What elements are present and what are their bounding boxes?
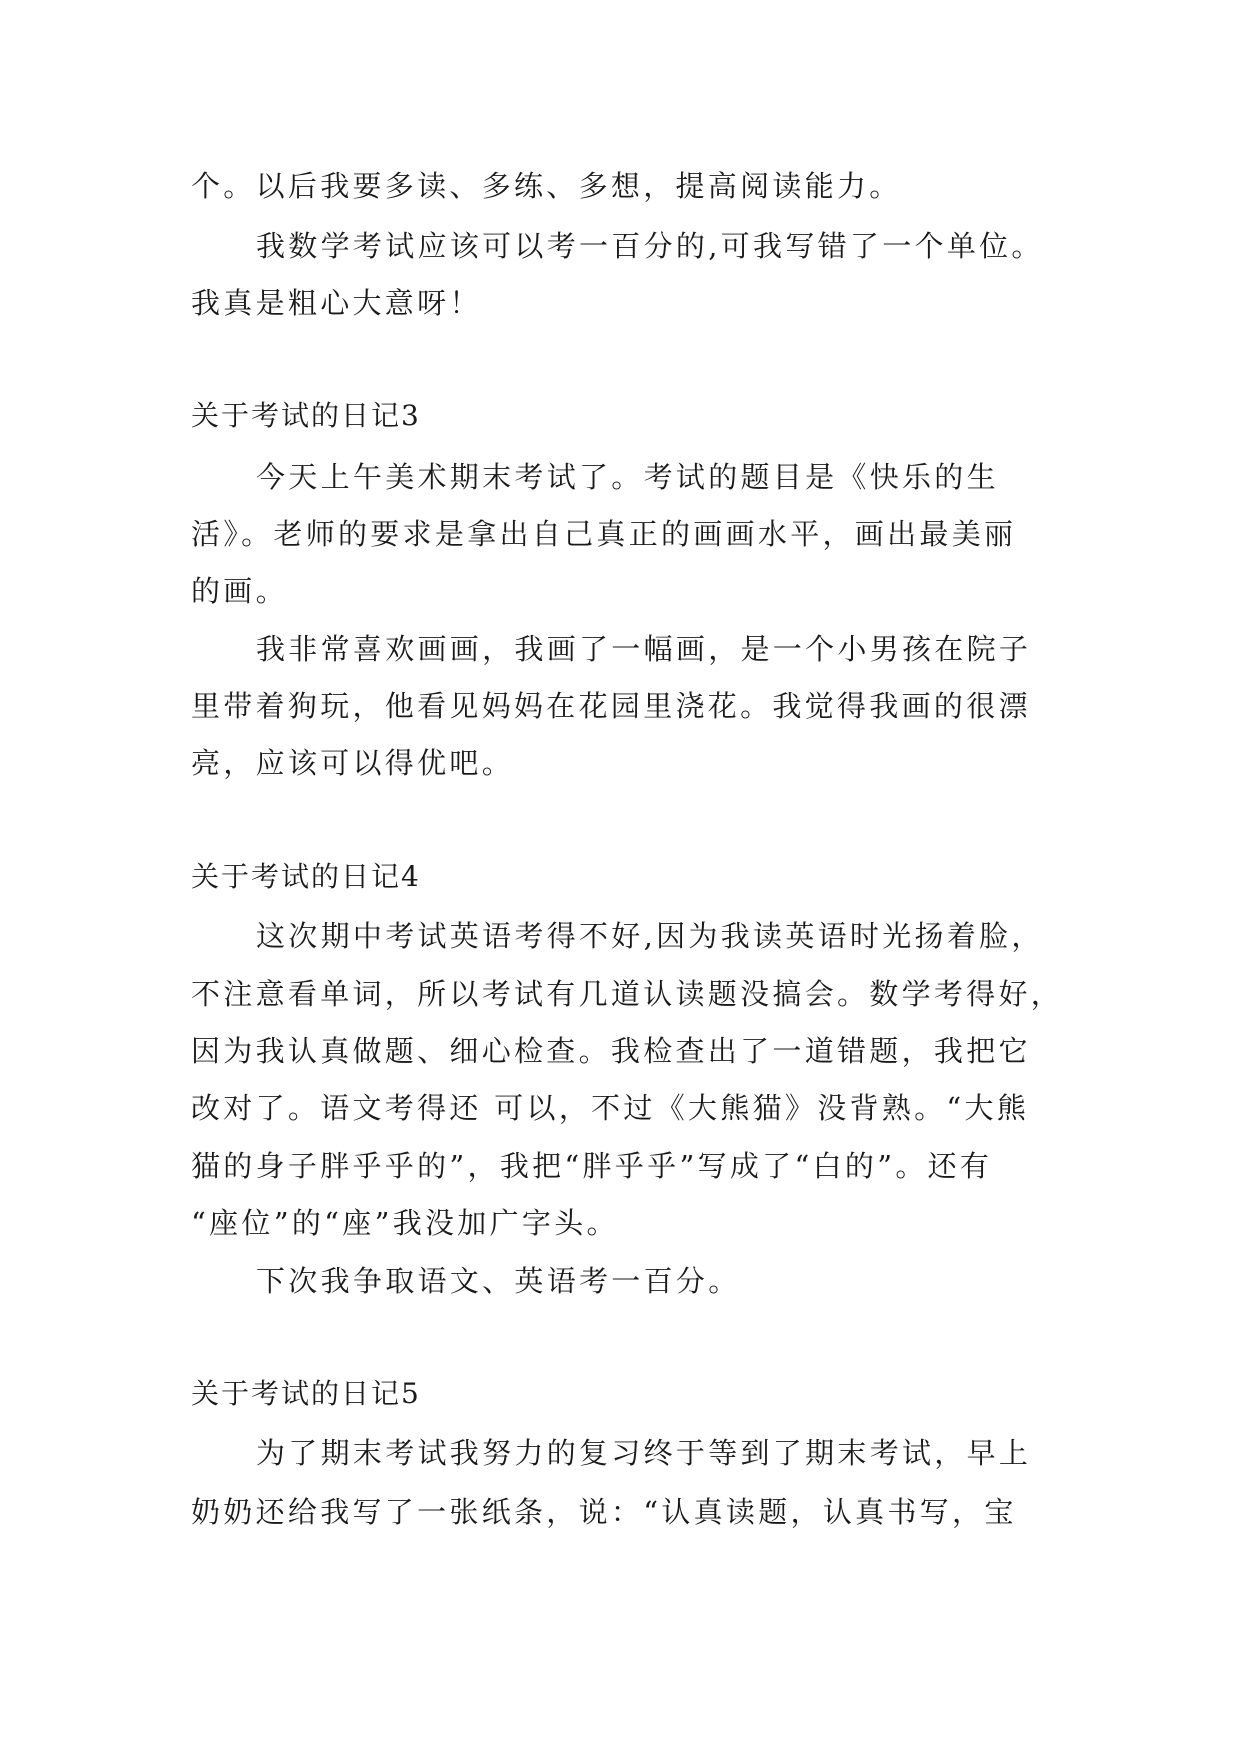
- paragraph-line: “座位”的“座”我没加广字头。: [191, 1206, 619, 1240]
- section-heading: 关于考试的日记4: [191, 860, 421, 893]
- paragraph-line: 下次我争取语文、英语考一百分。: [256, 1264, 741, 1298]
- paragraph-line: 里带着狗玩，他看见妈妈在花园里浇花。我觉得我画的很漂: [191, 689, 1031, 723]
- paragraph-line: 不注意看单词，所以考试有几道认读题没搞会。数学考得好，: [191, 977, 1064, 1011]
- paragraph-line: 今天上午美术期末考试了。考试的题目是《快乐的生: [256, 460, 999, 494]
- section-heading: 关于考试的日记5: [191, 1377, 421, 1410]
- paragraph-line: 改对了。语文考得还 可以，不过《大熊猫》没背熟。“大熊: [191, 1091, 1030, 1125]
- paragraph-line: 个。以后我要多读、多练、多想，提高阅读能力。: [191, 169, 902, 203]
- paragraph-line: 猫的身子胖乎乎的”，我把“胖乎乎”写成了“白的”。还有: [191, 1149, 993, 1183]
- paragraph-line: 这次期中考试英语考得不好,因为我读英语时光扬着脸，: [256, 919, 1044, 953]
- paragraph-line: 为了期末考试我努力的复习终于等到了期末考试，早上: [256, 1436, 1032, 1470]
- paragraph-line: 我真是粗心大意呀！: [191, 286, 482, 320]
- paragraph-line: 我数学考试应该可以考一百分的,可我写错了一个单位。: [256, 229, 1044, 263]
- paragraph-line: 我非常喜欢画画，我画了一幅画，是一个小男孩在院子: [256, 632, 1032, 666]
- paragraph-line: 的画。: [191, 574, 288, 608]
- paragraph-line: 活》。老师的要求是拿出自己真正的画画水平，画出最美丽: [191, 517, 1017, 551]
- paragraph-line: 亮，应该可以得优吧。: [191, 746, 515, 780]
- paragraph-line: 因为我认真做题、细心检查。我检查出了一道错题，我把它: [191, 1034, 1031, 1068]
- section-heading: 关于考试的日记3: [191, 399, 421, 432]
- paragraph-line: 奶奶还给我写了一张纸条，说：“认真读题，认真书写，宝: [191, 1495, 1017, 1529]
